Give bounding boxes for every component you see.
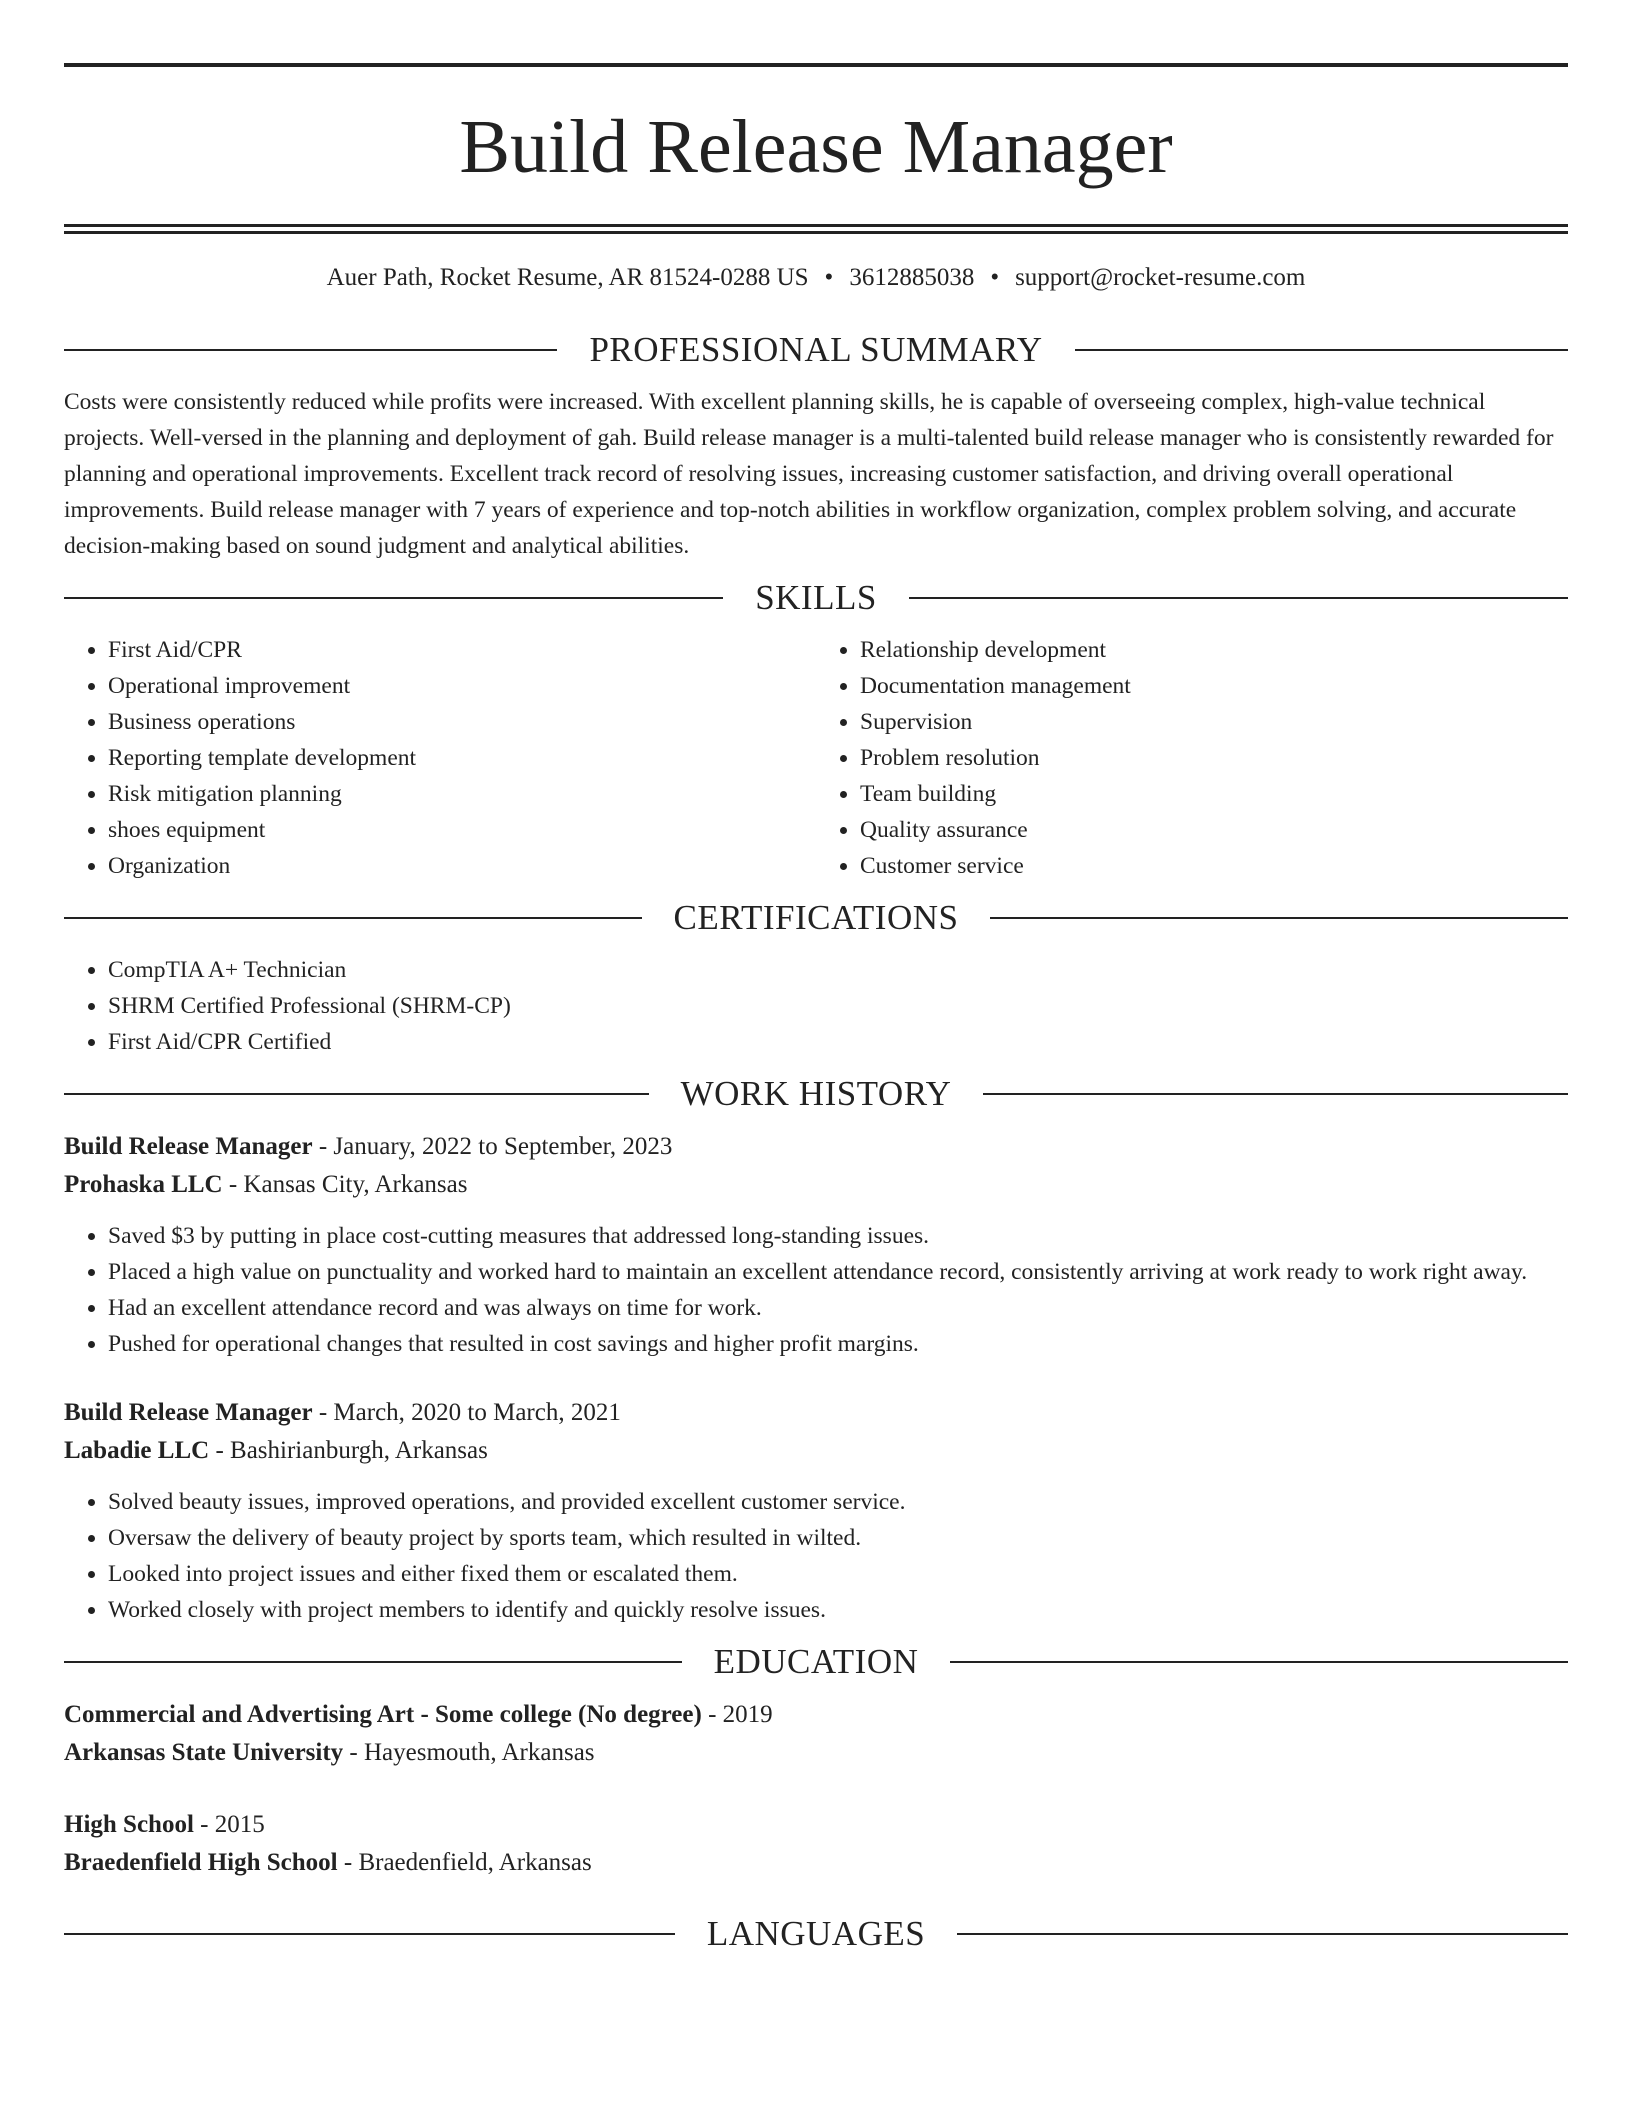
heading-rule (64, 1093, 649, 1095)
skill-item: • Business operations (108, 704, 816, 740)
education-location: - Braedenfield, Arkansas (337, 1849, 592, 1876)
section-heading-languages (64, 1912, 1568, 1956)
education-school-line (64, 1734, 1568, 1772)
education-degree-line (64, 1696, 1568, 1734)
job-role: Build Release Manager (64, 1133, 313, 1160)
job-company: Prohaska LLC (64, 1171, 223, 1198)
skill-item: • Customer service (860, 848, 1568, 884)
job-entry (64, 1394, 1568, 1628)
job-company-line (64, 1432, 1568, 1470)
job-bullets (64, 1484, 1568, 1628)
job-role: Build Release Manager (64, 1399, 313, 1426)
contact-separator: • (990, 264, 1000, 291)
heading-rule (909, 597, 1568, 599)
education-year: - 2015 (193, 1811, 265, 1838)
heading-rule (1075, 349, 1568, 351)
skills-list-right (816, 632, 1568, 884)
education-degree-line (64, 1806, 1568, 1844)
contact-line (64, 262, 1568, 294)
section-heading-skills (64, 576, 1568, 620)
section-title: WORK HISTORY (680, 1074, 952, 1113)
heading-rule (64, 917, 642, 919)
job-bullet: • Oversaw the delivery of beauty project by sports team, which resulted in wilted. (108, 1520, 1568, 1556)
education-entry (64, 1806, 1568, 1882)
heading-rule (957, 1933, 1568, 1935)
contact-separator: • (824, 264, 834, 291)
section-heading-education (64, 1640, 1568, 1684)
education-location: - Hayesmouth, Arkansas (343, 1739, 595, 1766)
heading-rule (64, 597, 723, 599)
job-location: - Bashirianburgh, Arkansas (209, 1437, 488, 1464)
education-year: - 2019 (701, 1701, 773, 1728)
job-bullet: • Solved beauty issues, improved operations, and provided excellent customer service. (108, 1484, 1568, 1520)
skill-item: • First Aid/CPR (108, 632, 816, 668)
section-title: PROFESSIONAL SUMMARY (589, 330, 1043, 369)
certification-item: • First Aid/CPR Certified (108, 1024, 1568, 1060)
header-top-rule (64, 63, 1568, 67)
job-bullet: • Placed a high value on punctuality and worked hard to maintain an excellent attendance record, consistently arriving at work ready to work right away. (108, 1254, 1568, 1290)
job-bullet: • Worked closely with project members to identify and quickly resolve issues. (108, 1592, 1568, 1628)
heading-rule (64, 1933, 675, 1935)
skill-item: • Operational improvement (108, 668, 816, 704)
education-school: Braedenfield High School (64, 1849, 338, 1876)
heading-rule (950, 1661, 1568, 1663)
skills-list-left (64, 632, 816, 884)
education-school-line (64, 1844, 1568, 1882)
certifications-list (64, 952, 1568, 1060)
certification-item: • CompTIA A+ Technician (108, 952, 1568, 988)
job-title-line (64, 1394, 1568, 1432)
skill-item: • Documentation management (860, 668, 1568, 704)
skill-item: • Risk mitigation planning (108, 776, 816, 812)
section-heading-summary (64, 328, 1568, 372)
job-dates: - March, 2020 to March, 2021 (312, 1399, 621, 1426)
job-bullet: • Looked into project issues and either fixed them or escalated them. (108, 1556, 1568, 1592)
skill-item: • Relationship development (860, 632, 1568, 668)
heading-rule (64, 1661, 682, 1663)
section-title: CERTIFICATIONS (673, 898, 959, 937)
skill-item: • shoes equipment (108, 812, 816, 848)
summary-text: Costs were consistently reduced while profits were increased. With excellent planning skills, he is capable of overseeing complex, high-value technical projects. Well-versed in the planning and deployment of gah. Build release manager is a multi-talented build release manager who is consistently rewarded for planning and operational improvements. Excellent track record of resolving issues, increasing customer satisfaction, and driving overall operational improvements. Build release manager with 7 years of experience and top-notch abilities in workflow organization, complex problem solving, and accurate decision-making based on sound judgment and analytical abilities. (64, 389, 1554, 559)
education-entry (64, 1696, 1568, 1772)
section-title: EDUCATION (713, 1642, 919, 1681)
contact-email[interactable]: support@rocket-resume.com (1015, 264, 1306, 291)
heading-rule (64, 349, 557, 351)
skills-columns (64, 632, 1568, 884)
job-company: Labadie LLC (64, 1437, 210, 1464)
heading-rule (990, 917, 1568, 919)
certification-item: • SHRM Certified Professional (SHRM-CP) (108, 988, 1568, 1024)
job-bullet: • Had an excellent attendance record and was always on time for work. (108, 1290, 1568, 1326)
heading-rule (983, 1093, 1568, 1095)
section-title: SKILLS (755, 578, 877, 617)
header-double-rule (64, 224, 1568, 234)
skill-item: • Supervision (860, 704, 1568, 740)
contact-address: Auer Path, Rocket Resume, AR 81524-0288 US (326, 264, 809, 291)
section-heading-certifications (64, 896, 1568, 940)
skill-item: • Quality assurance (860, 812, 1568, 848)
skill-item: • Team building (860, 776, 1568, 812)
contact-phone: 3612885038 (849, 264, 975, 291)
job-bullet: • Pushed for operational changes that resulted in cost savings and higher profit margins. (108, 1326, 1568, 1362)
education-degree: Commercial and Advertising Art - Some college (No degree) (64, 1701, 702, 1728)
skill-item: • Problem resolution (860, 740, 1568, 776)
section-heading-work-history (64, 1072, 1568, 1116)
job-title-line (64, 1128, 1568, 1166)
job-bullets (64, 1218, 1568, 1362)
skill-item: • Reporting template development (108, 740, 816, 776)
job-dates: - January, 2022 to September, 2023 (312, 1133, 673, 1160)
skill-item: • Organization (108, 848, 816, 884)
candidate-name: Build Release Manager (459, 105, 1173, 189)
education-school: Arkansas State University (64, 1739, 344, 1766)
job-company-line (64, 1166, 1568, 1204)
section-title: LANGUAGES (706, 1914, 926, 1953)
job-location: - Kansas City, Arkansas (222, 1171, 468, 1198)
job-bullet: • Saved $3 by putting in place cost-cutting measures that addressed long-standing issues. (108, 1218, 1568, 1254)
education-degree: High School (64, 1811, 194, 1838)
job-entry (64, 1128, 1568, 1362)
